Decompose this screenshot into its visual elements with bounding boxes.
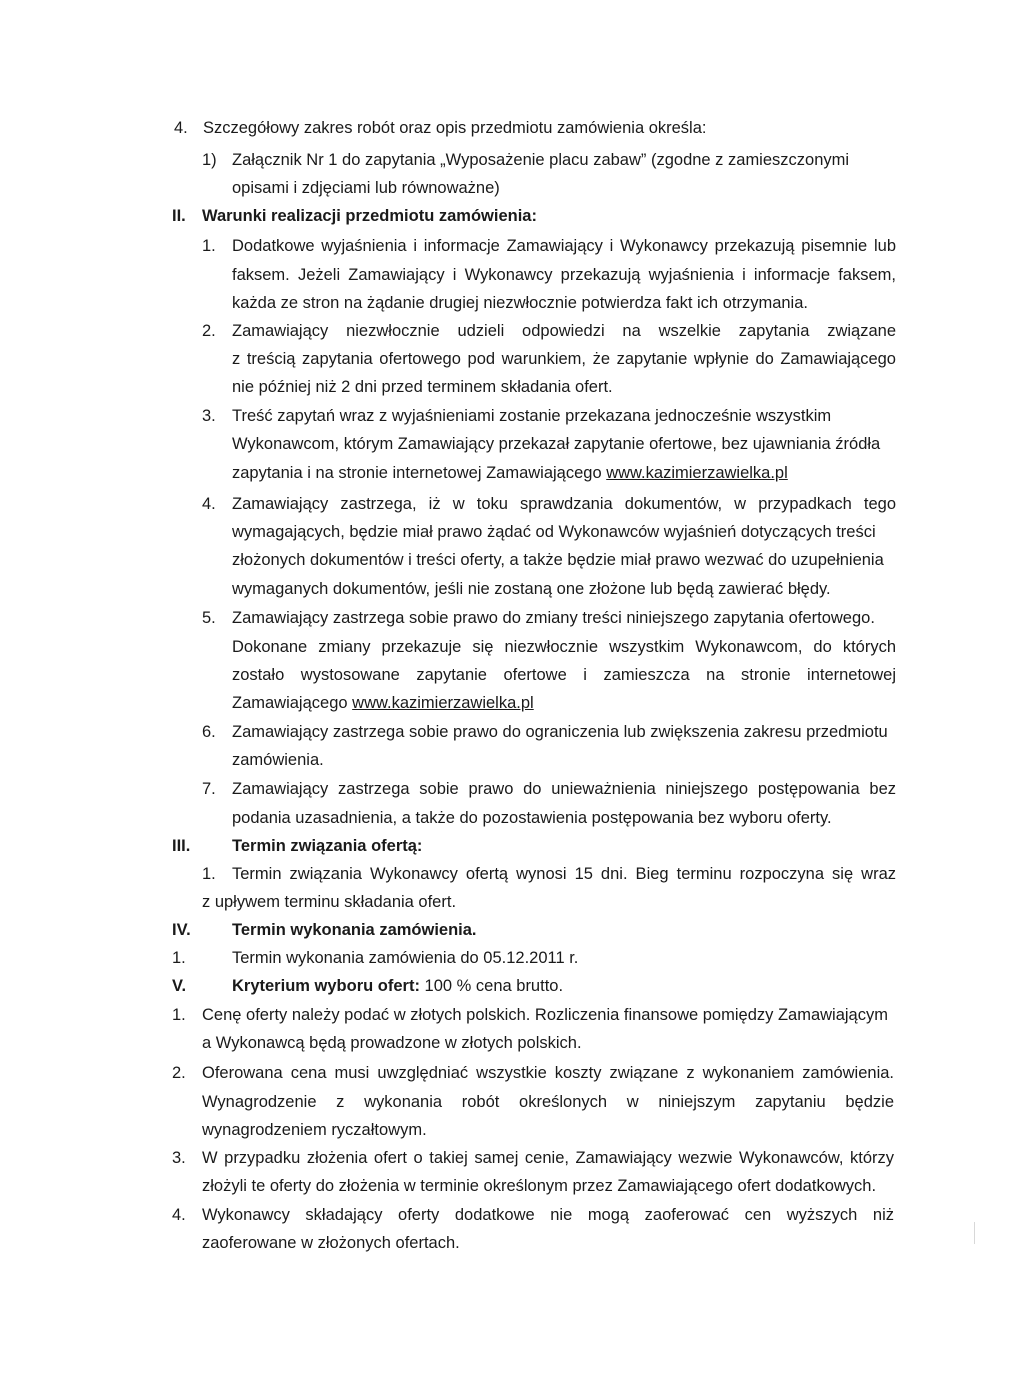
paragraph-line: wymaganych dokumentów, jeśli nie zostaną one złożone lub będą zawierać błędy. xyxy=(232,580,831,598)
paragraph-line: Wykonawcom, którym Zamawiający przekazał zapytanie ofertowe, bez ujawniania źródła xyxy=(232,435,881,453)
scan-artifact-line xyxy=(974,1222,975,1244)
paragraph-line: Zamawiający niezwłocznie udzieli odpowiedzi na wszelkie zapytania związane xyxy=(232,322,896,340)
section-number: IV. xyxy=(172,921,191,939)
section-number: III. xyxy=(172,837,191,855)
paragraph-line: Oferowana cena musi uwzględniać wszystkie koszty związane z wykonaniem zamówienia. xyxy=(202,1064,894,1082)
website-link[interactable]: www.kazimierzawielka.pl xyxy=(352,694,534,712)
paragraph-line: Treść zapytań wraz z wyjaśnieniami zostanie przekazana jednocześnie wszystkim xyxy=(232,407,832,425)
paragraph-line: podania uzasadnienia, a także do pozostawienia postępowania bez wyboru oferty. xyxy=(232,809,832,827)
paragraph-line: Załącznik Nr 1 do zapytania „Wyposażenie placu zabaw” (zgodne z zamieszczonymi xyxy=(232,151,850,169)
paragraph-line: Zamawiający zastrzega sobie prawo do zmiany treści niniejszego zapytania ofertowego. xyxy=(232,609,875,627)
item-number: 4. xyxy=(172,1206,186,1224)
section-title-rest: 100 % cena brutto. xyxy=(424,977,564,995)
paragraph-line: Wynagrodzenie z wykonania robót określonych w niniejszym zapytaniu będzie xyxy=(202,1093,894,1111)
paragraph-line: Dodatkowe wyjaśnienia i informacje Zamawiający i Wykonawcy przekazują pisemnie lub xyxy=(232,237,896,255)
paragraph-line: zostało wystosowane zapytanie ofertowe i zamieszcza na stronie internetowej xyxy=(232,666,896,684)
paragraph-text: zapytania i na stronie internetowej Zamawiającego xyxy=(232,464,602,482)
item-number: 1. xyxy=(202,865,216,883)
item-number: 4. xyxy=(202,495,216,513)
section-number: II. xyxy=(172,207,186,225)
item-number: 3. xyxy=(202,407,216,425)
section-title: Warunki realizacji przedmiotu zamówienia: xyxy=(202,207,537,225)
item-number: 1. xyxy=(172,949,186,967)
paragraph-line: wymagających, będzie miał prawo żądać od Wykonawców wyjaśnień dotyczących treści xyxy=(232,523,876,541)
section-number: V. xyxy=(172,977,187,995)
item-number: 1. xyxy=(202,237,216,255)
paragraph-line: każda ze stron na żądanie drugiej niezwłocznie potwierdza fakt ich otrzymania. xyxy=(232,294,808,312)
item-number: 6. xyxy=(202,723,216,741)
paragraph-line: Dokonane zmiany przekazuje się niezwłocznie wszystkim Wykonawcom, do których xyxy=(232,638,896,656)
paragraph-line: z treścią zapytania ofertowego pod warunkiem, że zapytanie wpłynie do Zamawiającego xyxy=(232,350,896,368)
paragraph-line: Zamawiający zastrzega sobie prawo do unieważnienia niniejszego postępowania bez xyxy=(232,780,896,798)
paragraph-line: W przypadku złożenia ofert o takiej samej cenie, Zamawiający wezwie Wykonawców, którzy xyxy=(202,1149,894,1167)
item-number: 3. xyxy=(172,1149,186,1167)
paragraph-line: zaoferowane w złożonych ofertach. xyxy=(202,1234,460,1252)
paragraph-line-with-link xyxy=(232,463,788,483)
paragraph-text: Zamawiającego xyxy=(232,694,348,712)
paragraph-line: złożonych dokumentów i treści oferty, a także będzie miał prawo wezwać do uzupełnienia xyxy=(232,551,884,569)
paragraph-line: Zamawiający zastrzega sobie prawo do ograniczenia lub zwiększenia zakresu przedmiotu xyxy=(232,723,888,741)
paragraph-line: Cenę oferty należy podać w złotych polskich. Rozliczenia finansowe pomiędzy Zamawiającym xyxy=(202,1006,888,1024)
paragraph-line: Termin związania Wykonawcy ofertą wynosi 15 dni. Bieg terminu rozpoczyna się wraz xyxy=(232,865,896,883)
paragraph-line: opisami i zdjęciami lub równoważne) xyxy=(232,179,500,197)
section-number: 4. xyxy=(174,119,188,137)
paragraph-line: Zamawiający zastrzega, iż w toku sprawdzania dokumentów, w przypadkach tego xyxy=(232,495,896,513)
paragraph-line: z upływem terminu składania ofert. xyxy=(202,893,457,911)
item-number: 5. xyxy=(202,609,216,627)
website-link[interactable]: www.kazimierzawielka.pl xyxy=(606,464,788,482)
paragraph-line: Wykonawcy składający oferty dodatkowe nie mogą zaoferować cen wyższych niż xyxy=(202,1206,894,1224)
paragraph-line: faksem. Jeżeli Zamawiający i Wykonawcy przekazują wyjaśnienia i informacje faksem, xyxy=(232,266,896,284)
section-title: Termin związania ofertą: xyxy=(232,837,423,855)
section-title: Termin wykonania zamówienia. xyxy=(232,921,477,939)
item-number: 2. xyxy=(202,322,216,340)
item-number: 7. xyxy=(202,780,216,798)
paragraph-line: zamówienia. xyxy=(232,751,324,769)
paragraph-line-with-link xyxy=(232,693,534,713)
paragraph-line: złożyli te oferty do złożenia w terminie określonym przez Zamawiającego ofert dodatkowych. xyxy=(202,1177,877,1195)
item-number: 2. xyxy=(172,1064,186,1082)
item-number: 1. xyxy=(172,1006,186,1024)
paragraph-line: a Wykonawcą będą prowadzone w złotych polskich. xyxy=(202,1034,582,1052)
paragraph-line: Termin wykonania zamówienia do 05.12.2011 r. xyxy=(232,949,579,967)
item-number: 1) xyxy=(202,151,217,169)
paragraph-line: nie później niż 2 dni przed terminem składania ofert. xyxy=(232,378,613,396)
paragraph-line: wynagrodzeniem ryczałtowym. xyxy=(202,1121,427,1139)
section-title-line xyxy=(232,976,563,996)
section-title: Kryterium wyboru ofert: xyxy=(232,977,420,995)
section-title: Szczegółowy zakres robót oraz opis przedmiotu zamówienia określa: xyxy=(203,119,707,137)
